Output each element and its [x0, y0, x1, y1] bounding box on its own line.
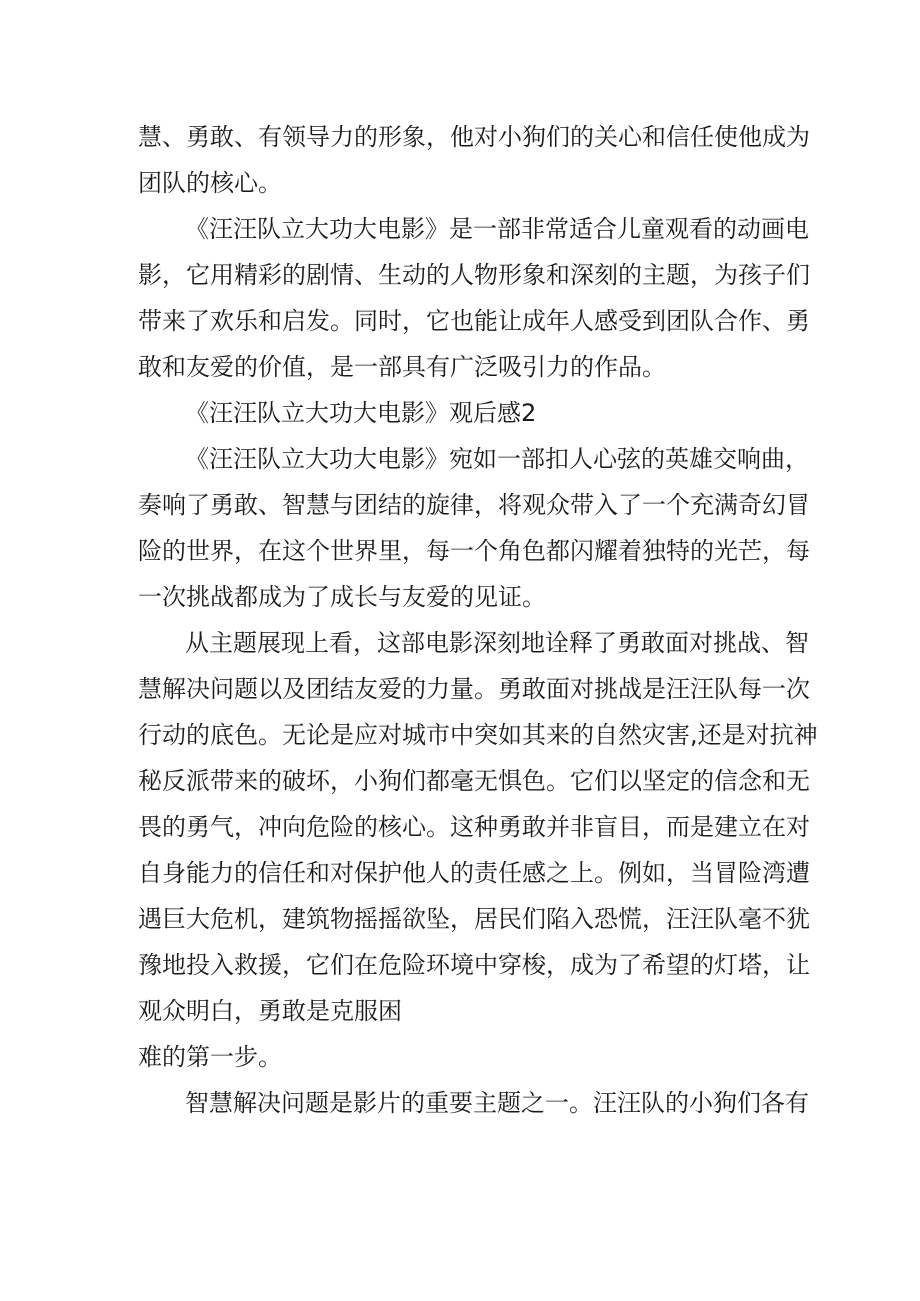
- body-text-line: 慧、勇敢、有领导力的形象，他对小狗们的关心和信任使他成为: [138, 123, 810, 151]
- body-text-line: 从主题展现上看，这部电影深刻地诠释了勇敢面对挑战、智: [185, 629, 809, 657]
- body-text-line: 影，它用精彩的剧情、生动的人物形象和深刻的主题，为孩子们: [138, 261, 810, 289]
- body-text-line: 敢和友爱的价值，是一部具有广泛吸引力的作品。: [138, 353, 666, 381]
- body-text-line: 险的世界，在这个世界里，每一个角色都闪耀着独特的光芒，每: [138, 537, 810, 565]
- body-text-line: 秘反派带来的破坏，小狗们都毫无惧色。它们以坚定的信念和无: [138, 767, 810, 795]
- body-text-line: 行动的底色。无论是应对城市中突如其来的自然灾害,还是对抗神: [138, 721, 818, 749]
- body-text-line: 带来了欢乐和启发。同时，它也能让成年人感受到团队合作、勇: [138, 307, 810, 335]
- body-text-line: 难的第一步。: [138, 1043, 282, 1071]
- body-text-line: 一次挑战都成为了成长与友爱的见证。: [138, 583, 546, 611]
- body-text-line: 遇巨大危机，建筑物摇摇欲坠，居民们陷入恐慌，汪汪队毫不犹: [138, 905, 810, 933]
- body-text-line: 观众明白，勇敢是克服困: [138, 997, 402, 1025]
- body-text-line: 《汪汪队立大功大电影》宛如一部扣人心弦的英雄交响曲，: [185, 445, 809, 473]
- body-text-line: 豫地投入救援，它们在危险环境中穿梭，成为了希望的灯塔，让: [138, 951, 810, 979]
- body-text-line: 畏的勇气，冲向危险的核心。这种勇敢并非盲目，而是建立在对: [138, 813, 810, 841]
- body-text-line: 自身能力的信任和对保护他人的责任感之上。例如，当冒险湾遭: [138, 859, 810, 887]
- body-text-line: 智慧解决问题是影片的重要主题之一。汪汪队的小狗们各有: [185, 1089, 809, 1117]
- body-text-line: 《汪汪队立大功大电影》是一部非常适合儿童观看的动画电: [185, 215, 809, 243]
- body-text-line: 慧解决问题以及团结友爱的力量。勇敢面对挑战是汪汪队每一次: [138, 675, 810, 703]
- section-heading: 《汪汪队立大功大电影》观后感2: [185, 399, 537, 427]
- body-text-line: 奏响了勇敢、智慧与团结的旋律，将观众带入了一个充满奇幻冒: [138, 491, 810, 519]
- body-text-line: 团队的核心。: [138, 169, 282, 197]
